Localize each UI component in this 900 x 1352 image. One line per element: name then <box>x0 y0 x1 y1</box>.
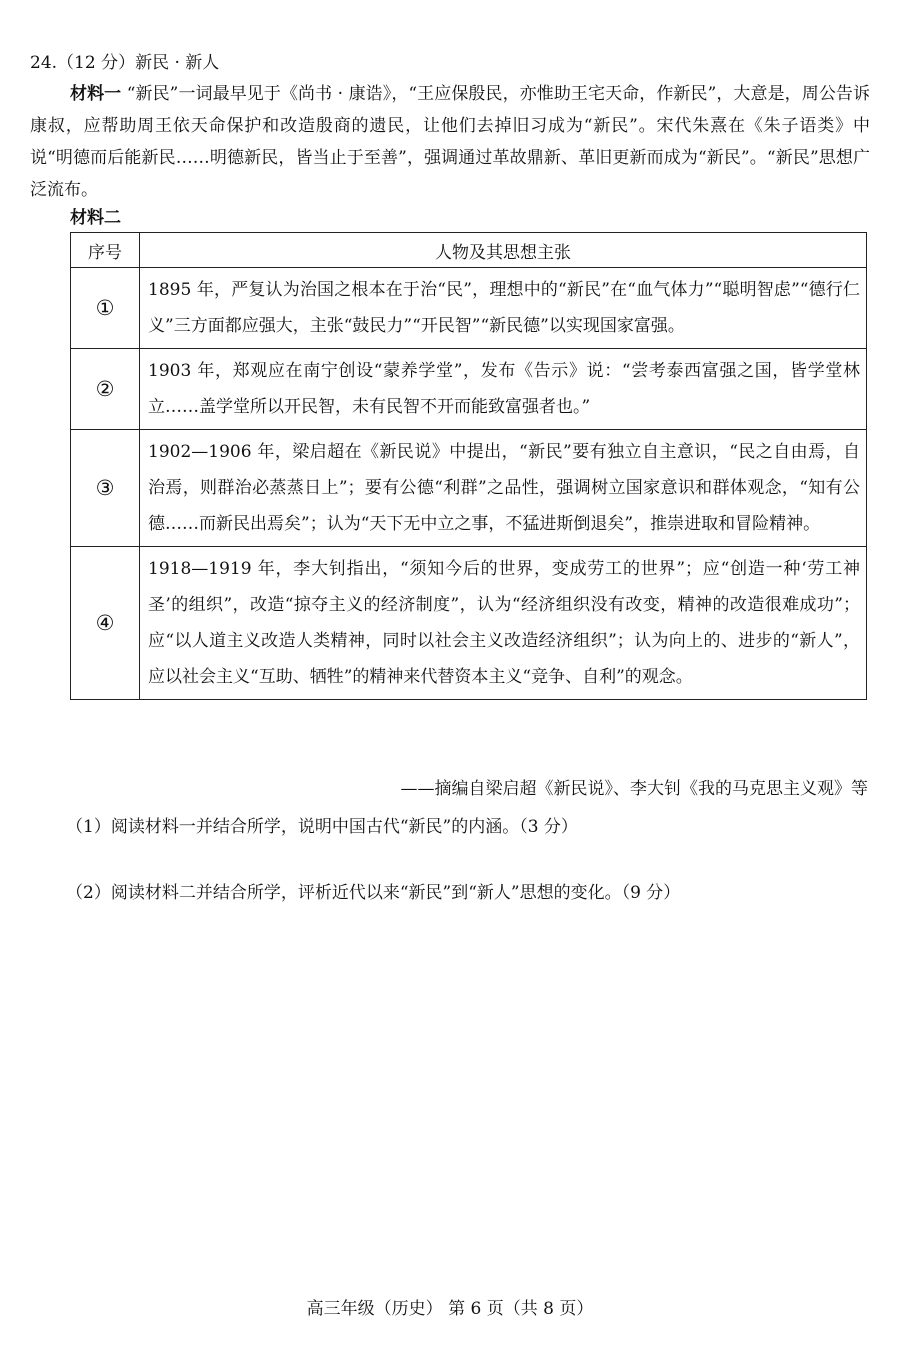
header-number: 序号 <box>71 233 140 268</box>
material-two-table <box>70 232 867 700</box>
table-row <box>71 349 867 430</box>
row-number: ④ <box>71 547 140 700</box>
row-text: 1918—1919 年，李大钊指出，“须知今后的世界，变成劳工的世界”；应“创造一种‘劳工神圣’的组织”，改造“掠夺主义的经济制度”，认为“经济组织没有改变，精神的改造很难成功”；应“以人道主义改造人类精神，同时以社会主义改造经济组织”；认为向上的、进步的“新人”，应以社会主义“互助、牺牲”的精神来代替资本主义“竞争、自利”的观念。 <box>140 547 867 700</box>
table-header-row <box>71 233 867 268</box>
row-number: ① <box>71 268 140 349</box>
table-row <box>71 547 867 700</box>
row-text: 1895 年，严复认为治国之根本在于治“民”，理想中的“新民”在“血气体力”“聪明智虑”“德行仁义”三方面都应强大，主张“鼓民力”“开民智”“新民德”以实现国家富强。 <box>140 268 867 349</box>
material-two-label: 材料二 <box>70 208 121 228</box>
page-footer: 高三年级（历史） 第 6 页（共 8 页） <box>306 1299 594 1319</box>
header-content: 人物及其思想主张 <box>140 233 867 268</box>
row-text: 1903 年，郑观应在南宁创设“蒙养学堂”，发布《告示》说：“尝考泰西富强之国，皆学堂林立……盖学堂所以开民智，未有民智不开而能致富强者也。” <box>140 349 867 430</box>
question-header: 24.（12 分）新民 · 新人 <box>30 53 220 73</box>
table-row <box>71 268 867 349</box>
material-one <box>30 78 870 206</box>
row-text: 1902—1906 年，梁启超在《新民说》中提出，“新民”要有独立自主意识，“民之自由焉，自治焉，则群治必蒸蒸日上”；要有公德“利群”之品性，强调树立国家意识和群体观念，“知有公德……而新民出焉矣”；认为“天下无中立之事，不猛进斯倒退矣”，推崇进取和冒险精神。 <box>140 430 867 547</box>
row-number: ③ <box>71 430 140 547</box>
source-citation: ——摘编自梁启超《新民说》、李大钊《我的马克思主义观》等 <box>400 779 868 799</box>
row-number: ② <box>71 349 140 430</box>
material-one-text: “新民”一词最早见于《尚书 · 康诰》，“王应保殷民，亦惟助王宅天命，作新民”，大意是，周公告诉康叔，应帮助周王依天命保护和改造殷商的遗民，让他们去掉旧习成为“新民”。宋代朱熹在《朱子语类》中说“明德而后能新民……明德新民，皆当止于至善”，强调通过革故鼎新、革旧更新而成为“新民”。“新民”思想广泛流布。 <box>30 84 871 200</box>
subquestion-2: （2）阅读材料二并结合所学，评析近代以来“新民”到“新人”思想的变化。（9 分） <box>66 883 681 903</box>
table-row <box>71 430 867 547</box>
material-one-label: 材料一 <box>70 84 122 104</box>
subquestion-1: （1）阅读材料一并结合所学，说明中国古代“新民”的内涵。（3 分） <box>66 817 578 837</box>
